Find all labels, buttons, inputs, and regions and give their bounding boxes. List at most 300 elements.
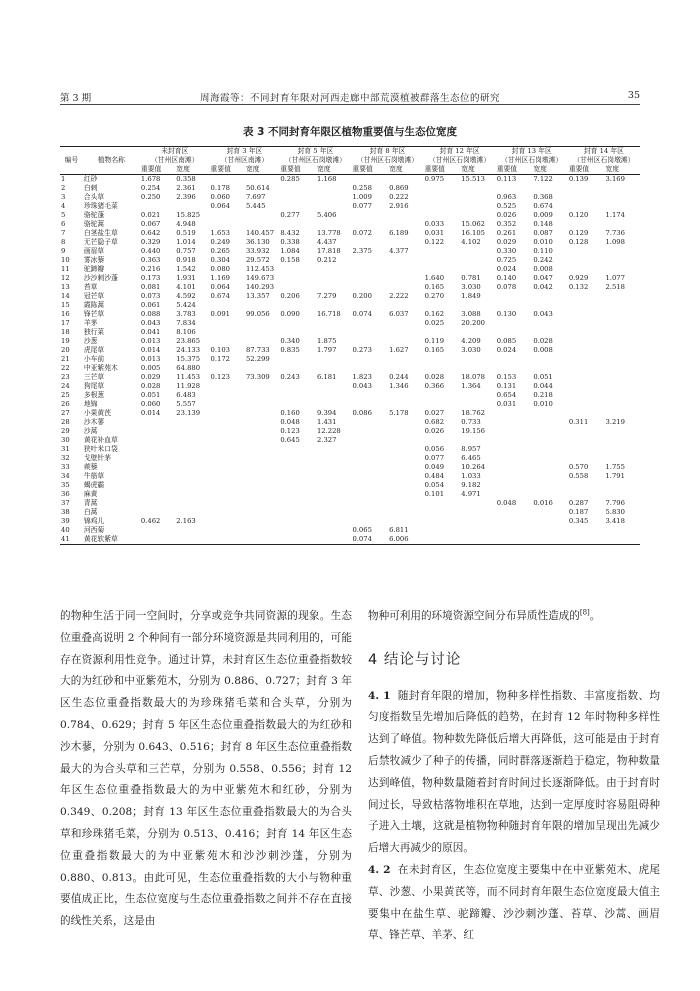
niche-width	[245, 319, 279, 328]
group-header: 封育 13 年区	[496, 147, 568, 157]
row-number: 17	[61, 319, 70, 328]
importance-value: 0.122	[424, 238, 445, 247]
importance-value	[568, 400, 605, 409]
row-number: 28	[61, 418, 70, 427]
importance-value: 0.024	[496, 346, 517, 355]
species-name: 画眉草	[83, 247, 105, 256]
importance-value	[568, 328, 605, 337]
importance-value	[568, 436, 605, 445]
paragraph-number: 4. 2	[368, 863, 391, 876]
row-number: 24	[61, 382, 70, 391]
row-number: 16	[61, 310, 70, 319]
species-name: 独行菜	[83, 328, 105, 337]
importance-value: 0.363	[140, 256, 161, 265]
importance-value: 0.131	[496, 382, 517, 391]
table-row	[60, 193, 640, 202]
importance-value	[210, 463, 245, 472]
niche-width	[388, 472, 423, 481]
niche-width	[388, 400, 423, 409]
importance-value: 0.285	[280, 175, 300, 184]
species-name: 白刺	[83, 184, 98, 193]
importance-value	[351, 328, 388, 337]
niche-width	[245, 490, 279, 499]
importance-value	[424, 301, 461, 310]
importance-value: 0.462	[140, 517, 161, 526]
importance-value: 0.064	[210, 202, 231, 211]
importance-value	[496, 454, 533, 463]
importance-value	[351, 238, 388, 247]
importance-value: 0.026	[424, 427, 445, 436]
niche-width: 0.087	[533, 229, 553, 238]
importance-value: 1.169	[210, 274, 231, 283]
niche-width: 3.169	[605, 175, 625, 184]
importance-value	[279, 526, 316, 535]
row-number: 40	[61, 526, 70, 535]
table-row	[60, 508, 640, 517]
niche-width	[388, 364, 423, 373]
niche-width	[532, 328, 567, 337]
importance-value: 0.014	[140, 346, 161, 355]
niche-width: 0.010	[533, 400, 553, 409]
importance-value: 0.025	[424, 319, 445, 328]
sub-header-iv: 重要值	[424, 165, 461, 175]
importance-value	[568, 292, 605, 301]
niche-width	[316, 454, 351, 463]
importance-value: 1.678	[140, 175, 161, 184]
niche-width	[175, 535, 209, 545]
importance-value: 0.128	[568, 238, 589, 247]
importance-value: 1.084	[280, 247, 300, 256]
importance-value	[351, 265, 388, 274]
niche-width	[604, 490, 640, 499]
species-name: 青蒿	[83, 499, 98, 508]
importance-value: 0.029	[140, 373, 161, 382]
importance-value	[496, 526, 533, 535]
importance-value	[351, 436, 388, 445]
niche-width	[604, 256, 640, 265]
niche-width: 2.518	[605, 283, 625, 292]
col-header-species: 植物名称	[83, 147, 140, 175]
niche-width: 15.825	[176, 211, 201, 220]
importance-value	[210, 508, 245, 517]
importance-value: 0.029	[496, 238, 517, 247]
importance-value: 0.558	[568, 472, 589, 481]
niche-width	[388, 220, 423, 229]
niche-width: 0.009	[533, 211, 553, 220]
importance-value	[279, 193, 316, 202]
importance-value	[351, 454, 388, 463]
row-number: 3	[61, 193, 66, 202]
niche-width	[388, 175, 423, 185]
importance-value: 0.054	[424, 481, 445, 490]
niche-width	[604, 310, 640, 319]
importance-value: 0.056	[424, 445, 445, 454]
importance-value	[210, 472, 245, 481]
importance-value: 0.041	[140, 328, 161, 337]
importance-value	[351, 481, 388, 490]
niche-width: 0.042	[533, 283, 553, 292]
importance-value	[424, 202, 461, 211]
sub-header-width: 宽度	[604, 165, 640, 175]
niche-width	[316, 274, 351, 283]
importance-value	[568, 445, 605, 454]
niche-width	[460, 202, 495, 211]
niche-width: 11.453	[176, 373, 201, 382]
importance-value	[351, 211, 388, 220]
group-location: （甘州区石岗墩滩）	[573, 156, 635, 165]
importance-value	[210, 301, 245, 310]
importance-value	[279, 382, 316, 391]
niche-width: 7.834	[176, 319, 196, 328]
niche-width: 52.299	[245, 355, 270, 364]
niche-width	[604, 265, 640, 274]
importance-value	[351, 220, 388, 229]
niche-width	[245, 418, 279, 427]
niche-width: 1.791	[605, 472, 625, 481]
importance-value	[140, 472, 175, 481]
importance-value	[279, 328, 316, 337]
niche-width: 0.008	[533, 265, 553, 274]
niche-width: 87.733	[245, 346, 270, 355]
row-number: 38	[61, 508, 70, 517]
importance-value: 0.072	[352, 229, 372, 238]
importance-value	[496, 409, 533, 418]
species-name: 珍珠猪毛菜	[83, 202, 118, 211]
species-name: 白茎盐生草	[83, 229, 118, 238]
importance-value: 0.654	[496, 391, 517, 400]
importance-value: 0.440	[140, 247, 161, 256]
niche-width	[245, 391, 279, 400]
niche-width	[175, 427, 209, 436]
niche-width	[604, 319, 640, 328]
importance-value: 0.120	[568, 211, 589, 220]
group-location: （甘州区石岗墩滩）	[284, 156, 346, 165]
importance-value	[279, 184, 316, 193]
niche-width: 2.396	[176, 193, 196, 202]
niche-width: 7.279	[316, 292, 337, 301]
niche-width: 6.037	[389, 310, 409, 319]
niche-width: 16.718	[316, 310, 341, 319]
paragraph-niche-overlap: 的物种生活于同一空间时，分享或竞争共同资源的现象。生态位重叠高说明 2 个种间有一部分环境资源是共同利用的，可能存在资源利用性竞争。通过计算，未封育区生态位重叠指数较大的为红砂和中亚紫苑木，分别为 0.886、0.727；封育 3 年区生态位重叠指数最大的为珍珠猪毛菜和合头草，分别为 0.784、0.629；封育 5 年区生态位重叠指数最大的为红砂和沙木蓼，分别为 0.643、0.516；封育 8 年区生态位重叠指数最大的为合头草和三芒草，分别为 0.558、0.556；封育 12 年区生态位重叠指数最大的为中亚紫苑木和红砂，分别为 0.349、0.208；封育 13 年区生态位重叠指数最大的为合头草和珍珠猪毛菜，分别为 0.513、0.416；封育 14 年区生态位重叠指数最大的为中亚紫苑木和沙沙刺沙蓬，分别为 0.880、0.813。由此可见，生态位重叠指数的大小与物种重要值成正比，生态位宽度与生态位重叠指数之间并不存在直接的线性关系，这是由	[60, 610, 352, 928]
importance-value: 0.074	[351, 535, 388, 545]
row-number: 2	[61, 184, 66, 193]
niche-width: 7.122	[533, 175, 553, 184]
niche-width	[460, 436, 495, 445]
importance-value: 0.929	[568, 274, 589, 283]
col-header-no: 编号	[60, 147, 83, 175]
table-row	[60, 301, 640, 310]
importance-value	[279, 445, 316, 454]
row-number: 34	[61, 472, 70, 481]
niche-width	[245, 445, 279, 454]
importance-value: 0.139	[568, 175, 589, 184]
niche-width	[388, 391, 423, 400]
niche-width	[460, 400, 495, 409]
importance-value: 0.338	[280, 238, 300, 247]
niche-width	[388, 274, 423, 283]
niche-width	[532, 445, 567, 454]
importance-value: 0.090	[280, 310, 300, 319]
niche-width: 1.431	[316, 418, 337, 427]
niche-width: 6.006	[388, 535, 423, 545]
importance-value	[351, 301, 388, 310]
table-row	[60, 463, 640, 472]
importance-value	[210, 364, 245, 373]
importance-value: 0.123	[280, 427, 300, 436]
niche-width: 0.044	[533, 382, 553, 391]
importance-value: 0.021	[140, 211, 161, 220]
importance-value	[568, 490, 605, 499]
importance-value	[279, 463, 316, 472]
sub-header-width: 宽度	[388, 165, 423, 175]
importance-value	[424, 517, 461, 526]
importance-value	[424, 400, 461, 409]
importance-value: 0.153	[496, 373, 517, 382]
niche-width: 1.014	[176, 238, 196, 247]
niche-width: 0.043	[533, 310, 553, 319]
niche-width	[388, 490, 423, 499]
table-row	[60, 436, 640, 445]
species-name: 红砂	[83, 175, 98, 184]
species-name: 狭叶米口袋	[83, 445, 118, 454]
niche-width	[604, 481, 640, 490]
niche-width	[245, 175, 279, 185]
niche-width: 36.130	[245, 238, 270, 247]
row-number: 21	[61, 355, 70, 364]
importance-value: 0.265	[210, 247, 231, 256]
niche-width	[460, 247, 495, 256]
niche-width	[316, 391, 351, 400]
niche-width	[604, 445, 640, 454]
niche-width	[245, 508, 279, 517]
niche-width	[460, 391, 495, 400]
importance-value	[140, 427, 175, 436]
niche-width	[245, 517, 279, 526]
importance-value	[568, 391, 605, 400]
importance-value: 0.031	[424, 229, 445, 238]
niche-width	[316, 463, 351, 472]
niche-width	[245, 301, 279, 310]
niche-width: 0.733	[461, 418, 481, 427]
niche-width	[245, 328, 279, 337]
niche-width	[175, 499, 209, 508]
importance-value	[568, 382, 605, 391]
niche-width	[175, 490, 209, 499]
importance-value: 0.304	[210, 256, 231, 265]
importance-value: 0.048	[496, 499, 517, 508]
importance-value: 0.273	[352, 346, 372, 355]
niche-width	[604, 400, 640, 409]
page-number: 35	[627, 90, 640, 101]
importance-value: 0.130	[496, 310, 517, 319]
importance-value	[496, 481, 533, 490]
niche-width: 1.627	[389, 346, 409, 355]
niche-width	[175, 472, 209, 481]
niche-width: 140.457	[245, 229, 275, 238]
importance-value: 0.270	[424, 292, 445, 301]
table-row	[60, 256, 640, 265]
importance-value: 0.172	[210, 355, 231, 364]
importance-value	[424, 364, 461, 373]
importance-value: 0.067	[140, 220, 161, 229]
niche-width	[532, 517, 567, 526]
niche-width: 15.513	[461, 175, 485, 184]
row-number: 15	[61, 301, 70, 310]
importance-value	[140, 445, 175, 454]
importance-value: 0.158	[280, 256, 300, 265]
niche-width	[388, 436, 423, 445]
importance-value	[210, 490, 245, 499]
importance-value	[568, 319, 605, 328]
importance-value: 0.975	[424, 175, 445, 184]
niche-width	[388, 481, 423, 490]
importance-value: 0.103	[210, 346, 231, 355]
importance-value: 0.835	[280, 346, 300, 355]
niche-width	[460, 355, 495, 364]
importance-value	[351, 274, 388, 283]
importance-value	[496, 445, 533, 454]
table-row	[60, 310, 640, 319]
importance-value: 0.073	[140, 292, 161, 301]
niche-width	[532, 526, 567, 535]
importance-value	[140, 481, 175, 490]
importance-value	[279, 508, 316, 517]
sub-header-iv: 重要值	[568, 165, 605, 175]
importance-value	[279, 220, 316, 229]
row-number: 4	[61, 202, 66, 211]
niche-width: 1.797	[316, 346, 337, 355]
table-row	[60, 373, 640, 382]
niche-width	[388, 256, 423, 265]
importance-value: 0.051	[140, 391, 161, 400]
niche-width: 3.219	[605, 418, 625, 427]
niche-width	[388, 355, 423, 364]
niche-width: 0.047	[533, 274, 553, 283]
niche-width: 9.182	[461, 481, 481, 490]
importance-value	[568, 184, 605, 193]
niche-width	[532, 418, 567, 427]
row-number: 9	[61, 247, 66, 256]
niche-width: 5.178	[389, 409, 409, 418]
row-number: 37	[61, 499, 70, 508]
importance-value	[496, 472, 533, 481]
importance-value	[351, 490, 388, 499]
importance-value	[279, 274, 316, 283]
niche-width	[604, 292, 640, 301]
niche-width: 5.830	[605, 508, 625, 517]
niche-width	[604, 436, 640, 445]
importance-value	[351, 472, 388, 481]
niche-width	[388, 517, 423, 526]
niche-width: 5.557	[176, 400, 196, 409]
importance-value: 0.162	[424, 310, 445, 319]
importance-value	[496, 292, 533, 301]
niche-width	[316, 202, 351, 211]
table-row	[60, 364, 640, 373]
niche-width	[245, 382, 279, 391]
group-location: （甘州区石岗墩滩）	[501, 156, 563, 165]
table-row	[60, 274, 640, 283]
importance-value: 0.963	[496, 193, 517, 202]
importance-value	[568, 364, 605, 373]
importance-value	[496, 319, 533, 328]
importance-value: 0.101	[424, 490, 445, 499]
importance-value	[351, 463, 388, 472]
importance-value	[424, 436, 461, 445]
niche-width	[532, 184, 567, 193]
importance-value	[424, 526, 461, 535]
importance-value	[210, 337, 245, 346]
niche-width: 0.242	[533, 256, 553, 265]
table-row	[60, 283, 640, 292]
niche-width	[532, 463, 567, 472]
table-row	[60, 409, 640, 418]
niche-width: 1.098	[605, 238, 625, 247]
body-column-right	[368, 606, 660, 947]
niche-width: 0.212	[316, 256, 337, 265]
niche-width: 1.077	[605, 274, 625, 283]
group-location: （甘州区南滩）	[220, 156, 269, 165]
niche-width: 0.519	[176, 229, 196, 238]
importance-value: 0.165	[424, 346, 445, 355]
niche-width	[175, 445, 209, 454]
running-header	[60, 88, 640, 105]
importance-value	[568, 337, 605, 346]
sub-header-width: 宽度	[245, 165, 279, 175]
niche-width: 0.918	[176, 256, 196, 265]
niche-width	[175, 454, 209, 463]
niche-width: 4.102	[461, 238, 481, 247]
table-row	[60, 184, 640, 193]
niche-width	[316, 184, 351, 193]
niche-width	[604, 301, 640, 310]
niche-width	[532, 481, 567, 490]
importance-value: 0.187	[568, 508, 589, 517]
species-name: 戈壁针茅	[83, 454, 112, 463]
importance-value	[210, 535, 245, 545]
niche-width: 13.357	[245, 292, 270, 301]
section-heading: 4 结论与讨论	[368, 651, 462, 668]
niche-width: 0.051	[533, 373, 553, 382]
importance-value: 0.340	[280, 337, 300, 346]
niche-width: 1.168	[316, 175, 337, 184]
importance-value	[568, 247, 605, 256]
importance-value: 0.132	[568, 283, 589, 292]
importance-value: 0.178	[210, 184, 231, 193]
importance-value	[568, 193, 605, 202]
row-number: 35	[61, 481, 70, 490]
importance-value	[210, 427, 245, 436]
niche-width	[604, 526, 640, 535]
niche-width	[316, 472, 351, 481]
niche-width	[604, 454, 640, 463]
importance-value	[279, 472, 316, 481]
niche-width	[245, 535, 279, 545]
species-name: 黄花补血草	[83, 436, 118, 445]
importance-value	[496, 328, 533, 337]
importance-value	[210, 481, 245, 490]
table-row	[60, 454, 640, 463]
importance-value: 0.024	[496, 265, 517, 274]
row-number: 22	[61, 364, 70, 373]
niche-width	[532, 472, 567, 481]
niche-width	[532, 355, 567, 364]
niche-width: 7.796	[605, 499, 625, 508]
species-name: 小车前	[83, 355, 105, 364]
importance-value	[496, 355, 533, 364]
niche-width: 29.572	[245, 256, 270, 265]
niche-width: 11.928	[176, 382, 201, 391]
